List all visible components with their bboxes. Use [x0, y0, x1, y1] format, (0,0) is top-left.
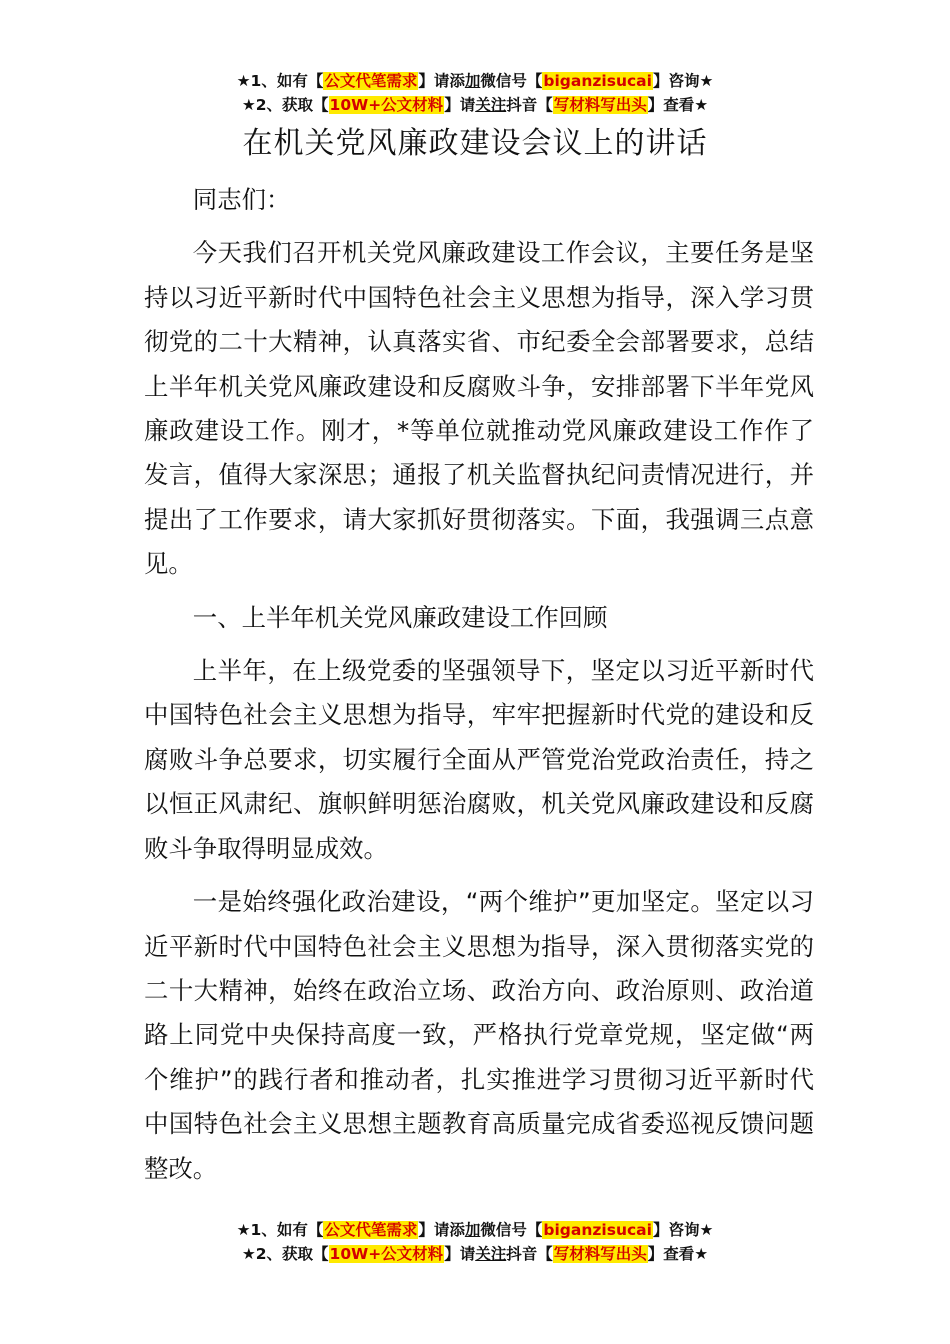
- paragraph: 上半年，在上级党委的坚强领导下，坚定以习近平新时代中国特色社会主义思想为指导，牢牢把握新时代党的建设和反腐败斗争总要求，切实履行全面从严管党治党政治责任，持之以恒正风肃纪、旗帜鲜明惩治腐败，机关党风廉政建设和反腐败斗争取得明显成效。: [144, 656, 814, 863]
- greeting: 同志们：: [192, 185, 291, 214]
- document-title: 在机关党风廉政建设会议上的讲话: [242, 126, 708, 161]
- banner-line-1: ★1、如有【公文代笔需求】请添加微信号【biganzisucai】咨询★: [236, 72, 714, 90]
- highlight-service: 公文代笔需求: [324, 72, 418, 90]
- banner-line-2: ★2、获取【10W+公文材料】请关注抖音【写材料写出头】查看★: [241, 1245, 709, 1263]
- highlight-materials: 10W+公文材料: [329, 1245, 444, 1263]
- promo-banner-top: [0, 69, 950, 117]
- document-body: [144, 178, 814, 1200]
- banner-line-1: ★1、如有【公文代笔需求】请添加微信号【biganzisucai】咨询★: [236, 1221, 714, 1239]
- highlight-douyin-account: 写材料写出头: [553, 96, 647, 114]
- paragraph: 一是始终强化政治建设，“两个维护”更加坚定。坚定以习近平新时代中国特色社会主义思想为指导，深入贯彻落实党的二十大精神，始终在政治立场、政治方向、政治原则、政治道路上同党中央保持高度一致，严格执行党章党规，坚定做“两个维护”的践行者和推动者，扎实推进学习贯彻习近平新时代中国特色社会主义思想主题教育高质量完成省委巡视反馈问题整改。: [144, 887, 814, 1183]
- highlight-materials: 10W+公文材料: [329, 96, 444, 114]
- section-heading: 一、上半年机关党风廉政建设工作回顾: [192, 602, 608, 632]
- banner-line-2: ★2、获取【10W+公文材料】请关注抖音【写材料写出头】查看★: [241, 96, 709, 114]
- highlight-douyin-account: 写材料写出头: [553, 1245, 647, 1263]
- highlight-service: 公文代笔需求: [324, 1221, 418, 1239]
- highlight-wechat-id: biganzisucai: [543, 1221, 652, 1239]
- paragraph: 今天我们召开机关党风廉政建设工作会议，主要任务是坚持以习近平新时代中国特色社会主义思想为指导，深入学习贯彻党的二十大精神，认真落实省、市纪委全会部署要求，总结上半年机关党风廉政建设和反腐败斗争，安排部署下半年党风廉政建设工作。刚才，*等单位就推动党风廉政建设工作作了发言，值得大家深思；通报了机关监督执纪问责情况进行，并提出了工作要求，请大家抓好贯彻落实。下面，我强调三点意见。: [144, 238, 814, 579]
- highlight-wechat-id: biganzisucai: [543, 72, 652, 90]
- promo-banner-bottom: [0, 1218, 950, 1266]
